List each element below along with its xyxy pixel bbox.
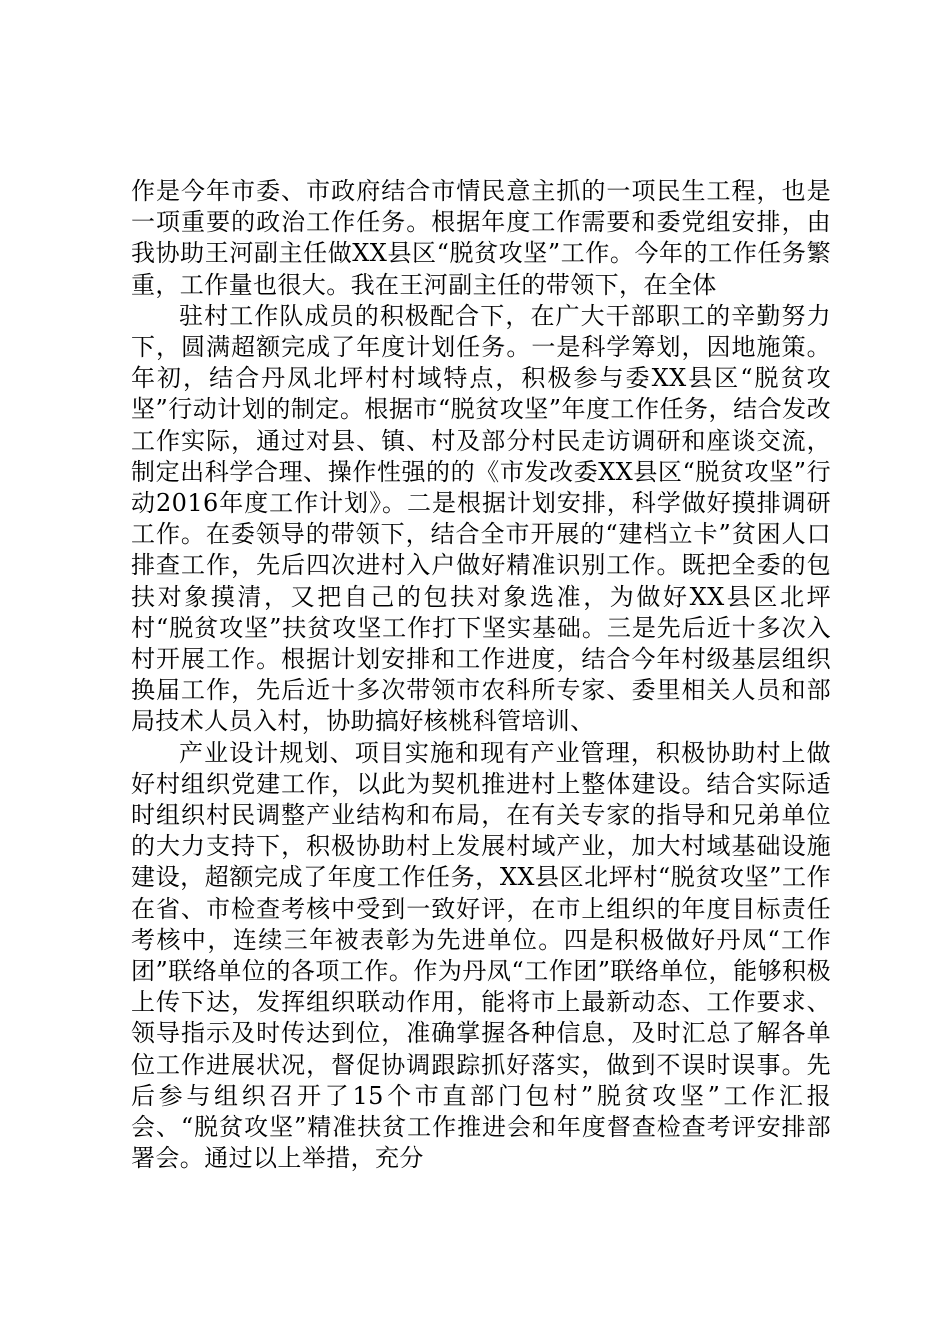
- paragraph-1: 作是今年市委、市政府结合市情民意主抓的一项民生工程，也是一项重要的政治工作任务。根据年度工作需要和委党组安排，由我协助王河副主任做XX县区“脱贫攻坚”工作。今年的工作任务繁重，工作量也很大。我在王河副主任的带领下，在全体: [131, 177, 831, 299]
- paragraph-2: 驻村工作队成员的积极配合下，在广大干部职工的辛勤努力下，圆满超额完成了年度计划任务。一是科学筹划，因地施策。年初，结合丹凤北坪村村域特点，积极参与委XX县区“脱贫攻坚”行动计划的制定。根据市“脱贫攻坚”年度工作任务，结合发改工作实际，通过对县、镇、村及部分村民走访调研和座谈交流，制定出科学合理、操作性强的的《市发改委XX县区“脱贫攻坚”行动2016年度工作计划》。二是根据计划安排，科学做好摸排调研工作。在委领导的带领下，结合全市开展的“建档立卡”贫困人口排查工作，先后四次进村入户做好精准识别工作。既把全委的包扶对象摸清，又把自己的包扶对象选准，为做好XX县区北坪村“脱贫攻坚”扶贫攻坚工作打下坚实基础。三是先后近十多次入村开展工作。根据计划安排和工作进度，结合今年村级基层组织换届工作，先后近十多次带领市农科所专家、委里相关人员和部局技术人员入村，协助搞好核桃科管培训、: [131, 301, 831, 736]
- document-body: [131, 176, 831, 1175]
- paragraph-3: 产业设计规划、项目实施和现有产业管理，积极协助村上做好村组织党建工作，以此为契机推进村上整体建设。结合实际适时组织村民调整产业结构和布局，在有关专家的指导和兄弟单位的大力支持下，积极协助村上发展村域产业，加大村域基础设施建设，超额完成了年度工作任务，XX县区北坪村“脱贫攻坚”工作在省、市检查考核中受到一致好评，在市上组织的年度目标责任考核中，连续三年被表彰为先进单位。四是积极做好丹凤“工作团”联络单位的各项工作。作为丹凤“工作团”联络单位，能够积极上传下达，发挥组织联动作用，能将市上最新动态、工作要求、领导指示及时传达到位，准确掌握各种信息，及时汇总了解各单位工作进展状况，督促协调跟踪抓好落实，做到不误时误事。先后参与组织召开了15个市直部门包村”脱贫攻坚”工作汇报会、“脱贫攻坚”精准扶贫工作推进会和年度督查检查考评安排部署会。通过以上举措，充分: [131, 738, 831, 1173]
